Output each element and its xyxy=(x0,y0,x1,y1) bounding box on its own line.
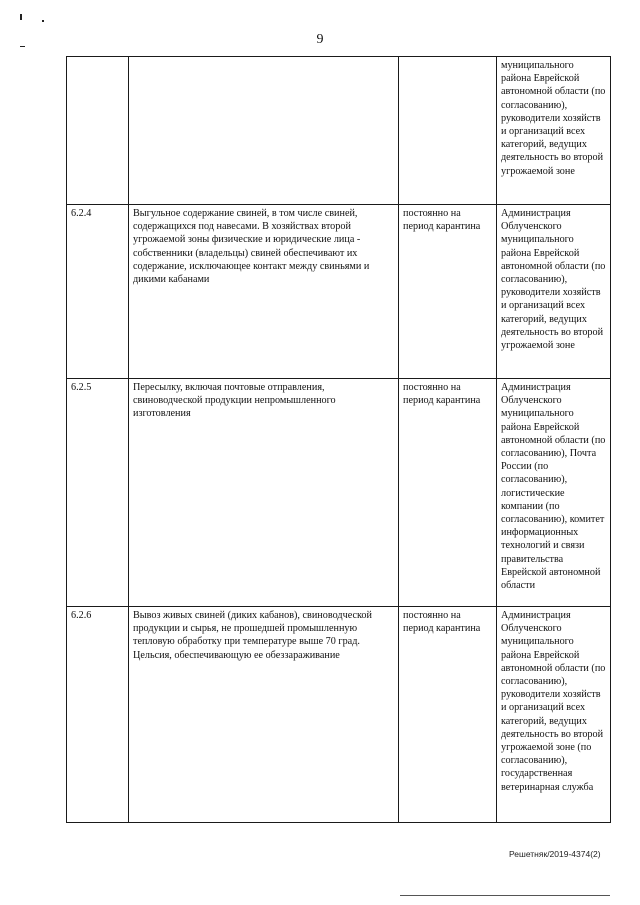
measures-table xyxy=(66,56,611,823)
measure-text: Пересылку, включая почтовые отправления, свиноводческой продукции непромышленного изготовления xyxy=(129,379,399,607)
period-text: постоянно на период карантина xyxy=(399,379,497,607)
responsible-text: Администрация Облученского муниципального района Еврейской автономной области (по согласованию), руководители хозяйств и организаций всех категорий, ведущих деятельность во второй угрожаемой зоне (по согласованию), государственная ветеринарная служба xyxy=(497,607,611,823)
responsible-text: муниципального района Еврейской автономной области (по согласованию), руководители хозяйств и организаций всех категорий, ведущих деятельность во второй угрожаемой зоне xyxy=(497,57,611,205)
measure-text xyxy=(129,57,399,205)
item-number: 6.2.5 xyxy=(67,379,129,607)
table-row xyxy=(67,607,611,823)
table-row xyxy=(67,57,611,205)
measure-text: Вывоз живых свиней (диких кабанов), свиноводческой продукции и сырья, не прошедшей промышленную тепловую обработку при температуре выше 70 град. Цельсия, обеспечивающую ее обеззараживание xyxy=(129,607,399,823)
period-text: постоянно на период карантина xyxy=(399,205,497,379)
item-number: 6.2.6 xyxy=(67,607,129,823)
measure-text: Выгульное содержание свиней, в том числе свиней, содержащихся под навесами. В хозяйствах второй угрожаемой зоны физические и юридические лица - собственники (владельцы) свиней обеспечивают их содержание, исключающее контакт между свиньями и дикими кабанами xyxy=(129,205,399,379)
period-text xyxy=(399,57,497,205)
scan-artifact xyxy=(42,20,44,22)
item-number: 6.2.4 xyxy=(67,205,129,379)
page-number: 9 xyxy=(316,32,324,47)
table-row xyxy=(67,379,611,607)
responsible-text: Администрация Облученского муниципального района Еврейской автономной области (по согласованию), Почта России (по согласованию), логистические компании (по согласованию), комитет информационных технологий и связи правительства Еврейской автономной области xyxy=(497,379,611,607)
responsible-text: Администрация Облученского муниципального района Еврейской автономной области (по согласованию), руководители хозяйств и организаций всех категорий, ведущих деятельность во второй угрожаемой зоне xyxy=(497,205,611,379)
period-text: постоянно на период карантина xyxy=(399,607,497,823)
table-row xyxy=(67,205,611,379)
scan-artifact xyxy=(20,14,22,20)
item-number xyxy=(67,57,129,205)
document-reference: Решетняк/2019-4374(2) xyxy=(509,849,601,859)
bottom-divider xyxy=(400,895,610,896)
